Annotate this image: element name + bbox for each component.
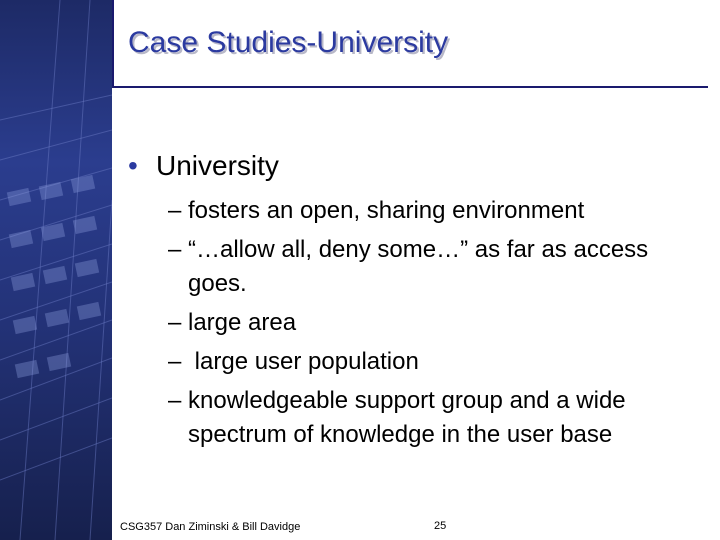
title-vertical-rule — [112, 0, 114, 88]
bullet-mark: • — [128, 150, 138, 181]
bullet-text: University — [156, 150, 279, 181]
slide-body — [128, 146, 708, 457]
dash-mark: – — [168, 309, 182, 336]
page-number: 25 — [434, 520, 447, 532]
sub-bullet-list — [168, 194, 708, 452]
dash-mark: – — [168, 387, 182, 414]
bullet-university — [128, 146, 708, 186]
slide-title: Case Studies-University — [128, 26, 449, 59]
list-item — [168, 233, 708, 301]
list-item-text: large user population — [188, 348, 419, 375]
list-item — [168, 345, 708, 379]
list-item-text: “…allow all, deny some…” as far as access goes. — [188, 236, 649, 297]
footer-authors: CSG357 Dan Ziminski & Bill Davidge — [120, 521, 301, 533]
list-item-text: knowledgeable support group and a wide spectrum of knowledge in the user base — [188, 387, 626, 448]
keyboard-graphic — [0, 0, 112, 540]
list-item — [168, 384, 708, 452]
list-item-text: fosters an open, sharing environment — [188, 197, 585, 224]
dash-mark: – — [168, 348, 182, 375]
decorative-side-strip — [0, 0, 112, 540]
dash-mark: – — [168, 197, 182, 224]
list-item — [168, 306, 708, 340]
list-item-text: large area — [188, 309, 297, 336]
dash-mark: – — [168, 236, 182, 263]
list-item — [168, 194, 708, 228]
title-underline-rule — [112, 86, 708, 88]
